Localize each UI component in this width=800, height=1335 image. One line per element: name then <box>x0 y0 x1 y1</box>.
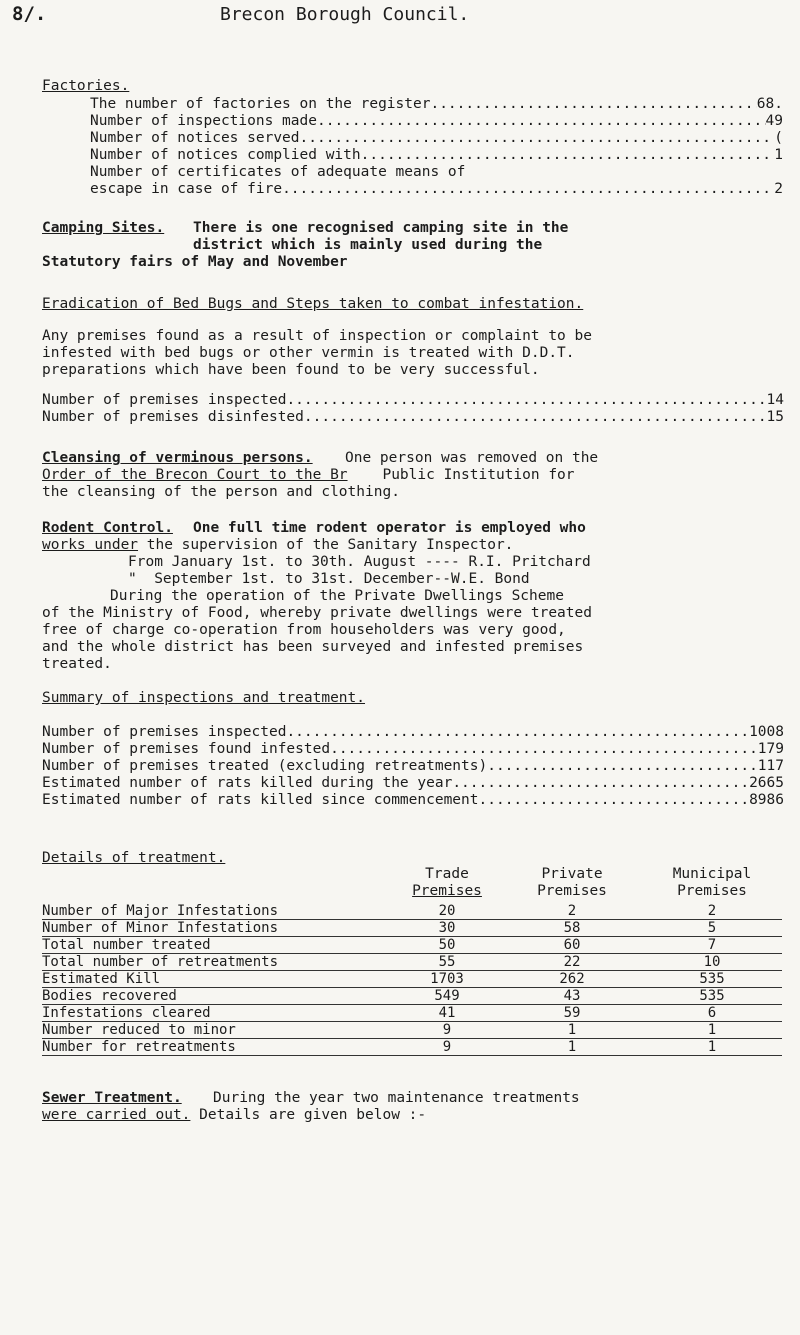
summary-row: Number of premises inspected ..... 1008 <box>42 724 784 741</box>
factories-row: Number of notices served ..... ( <box>90 130 783 147</box>
table-row: Number of Major Infestations 20 2 2 <box>42 903 782 920</box>
rodent-heading: Rodent Control. <box>42 520 173 536</box>
factories-heading: Factories. <box>42 78 130 94</box>
factories-row: Number of inspections made ..... 49 <box>90 113 783 130</box>
eradication-row: Number of premises disinfested ..... 15 <box>42 409 784 426</box>
table-row: Estimated Kill 1703 262 535 <box>42 971 782 988</box>
rodent-text: One full time rodent operator is employed who <box>193 520 586 536</box>
sewer-heading: Sewer Treatment. <box>42 1090 182 1106</box>
page-title: Brecon Borough Council. <box>220 4 470 25</box>
rodent-text: From January 1st. to 30th. August ---- R.I. Pritchard <box>128 554 591 570</box>
eradication-text: infested with bed bugs or other vermin is treated with D.D.T. <box>42 345 575 361</box>
factories-row: Number of certificates of adequate means of <box>90 164 466 180</box>
camping-line: district which is mainly used during the <box>193 237 543 253</box>
sewer-text: were carried out. Details are given below :- <box>42 1107 427 1123</box>
col-head-trade: Trade Premises <box>412 866 482 899</box>
summary-row: Number of premises treated (excluding retreatments) ..... 117 <box>42 758 784 775</box>
summary-heading: Summary of inspections and treatment. <box>42 690 366 706</box>
details-table <box>42 903 782 1056</box>
col-head-private: Private Premises <box>537 866 607 899</box>
factories-row: escape in case of fire ..... 2 <box>90 181 783 198</box>
rodent-text: treated. <box>42 656 112 672</box>
table-row: Number reduced to minor 9 1 1 <box>42 1022 782 1039</box>
details-heading: Details of treatment. <box>42 850 226 866</box>
rodent-text: of the Ministry of Food, whereby private dwellings were treated <box>42 605 592 621</box>
cleansing-text: Order of the Brecon Court to the Br Public Institution for <box>42 467 575 483</box>
factories-row: Number of notices complied with ..... 1 <box>90 147 783 164</box>
eradication-text: preparations which have been found to be very successful. <box>42 362 540 378</box>
eradication-text: Any premises found as a result of inspection or complaint to be <box>42 328 592 344</box>
camping-line: Statutory fairs of May and November <box>42 254 348 270</box>
rodent-text: free of charge co-operation from householders was very good, <box>42 622 566 638</box>
rodent-text: works under the supervision of the Sanitary Inspector. <box>42 537 514 553</box>
eradication-row: Number of premises inspected ..... 14 <box>42 392 784 409</box>
table-row: Total number treated 50 60 7 <box>42 937 782 954</box>
summary-row: Number of premises found infested ..... 179 <box>42 741 784 758</box>
cleansing-heading: Cleansing of verminous persons. <box>42 450 313 466</box>
rodent-text: " September 1st. to 31st. December--W.E. Bond <box>128 571 530 587</box>
factories-row: The number of factories on the register ..... 68. <box>90 96 783 113</box>
details-table-body <box>42 903 782 1056</box>
page-number: 8/. <box>12 3 47 25</box>
table-row: Total number of retreatments 55 22 10 <box>42 954 782 971</box>
sewer-text: During the year two maintenance treatments <box>213 1090 580 1106</box>
table-row: Bodies recovered 549 43 535 <box>42 988 782 1005</box>
table-row: Number of Minor Infestations 30 58 5 <box>42 920 782 937</box>
camping-line: There is one recognised camping site in the <box>193 220 569 236</box>
table-row: Infestations cleared 41 59 6 <box>42 1005 782 1022</box>
camping-heading: Camping Sites. <box>42 220 165 236</box>
rodent-text: and the whole district has been surveyed and infested premises <box>42 639 584 655</box>
table-row: Number for retreatments 9 1 1 <box>42 1039 782 1056</box>
cleansing-text: One person was removed on the <box>345 450 599 466</box>
col-head-municipal: Municipal Premises <box>672 866 752 899</box>
summary-row: Estimated number of rats killed since commencement ..... 8986 <box>42 792 784 809</box>
summary-row: Estimated number of rats killed during the year ..... 2665 <box>42 775 784 792</box>
cleansing-text: the cleansing of the person and clothing. <box>42 484 400 500</box>
rodent-text: During the operation of the Private Dwellings Scheme <box>110 588 564 604</box>
eradication-heading: Eradication of Bed Bugs and Steps taken to combat infestation. <box>42 296 584 312</box>
